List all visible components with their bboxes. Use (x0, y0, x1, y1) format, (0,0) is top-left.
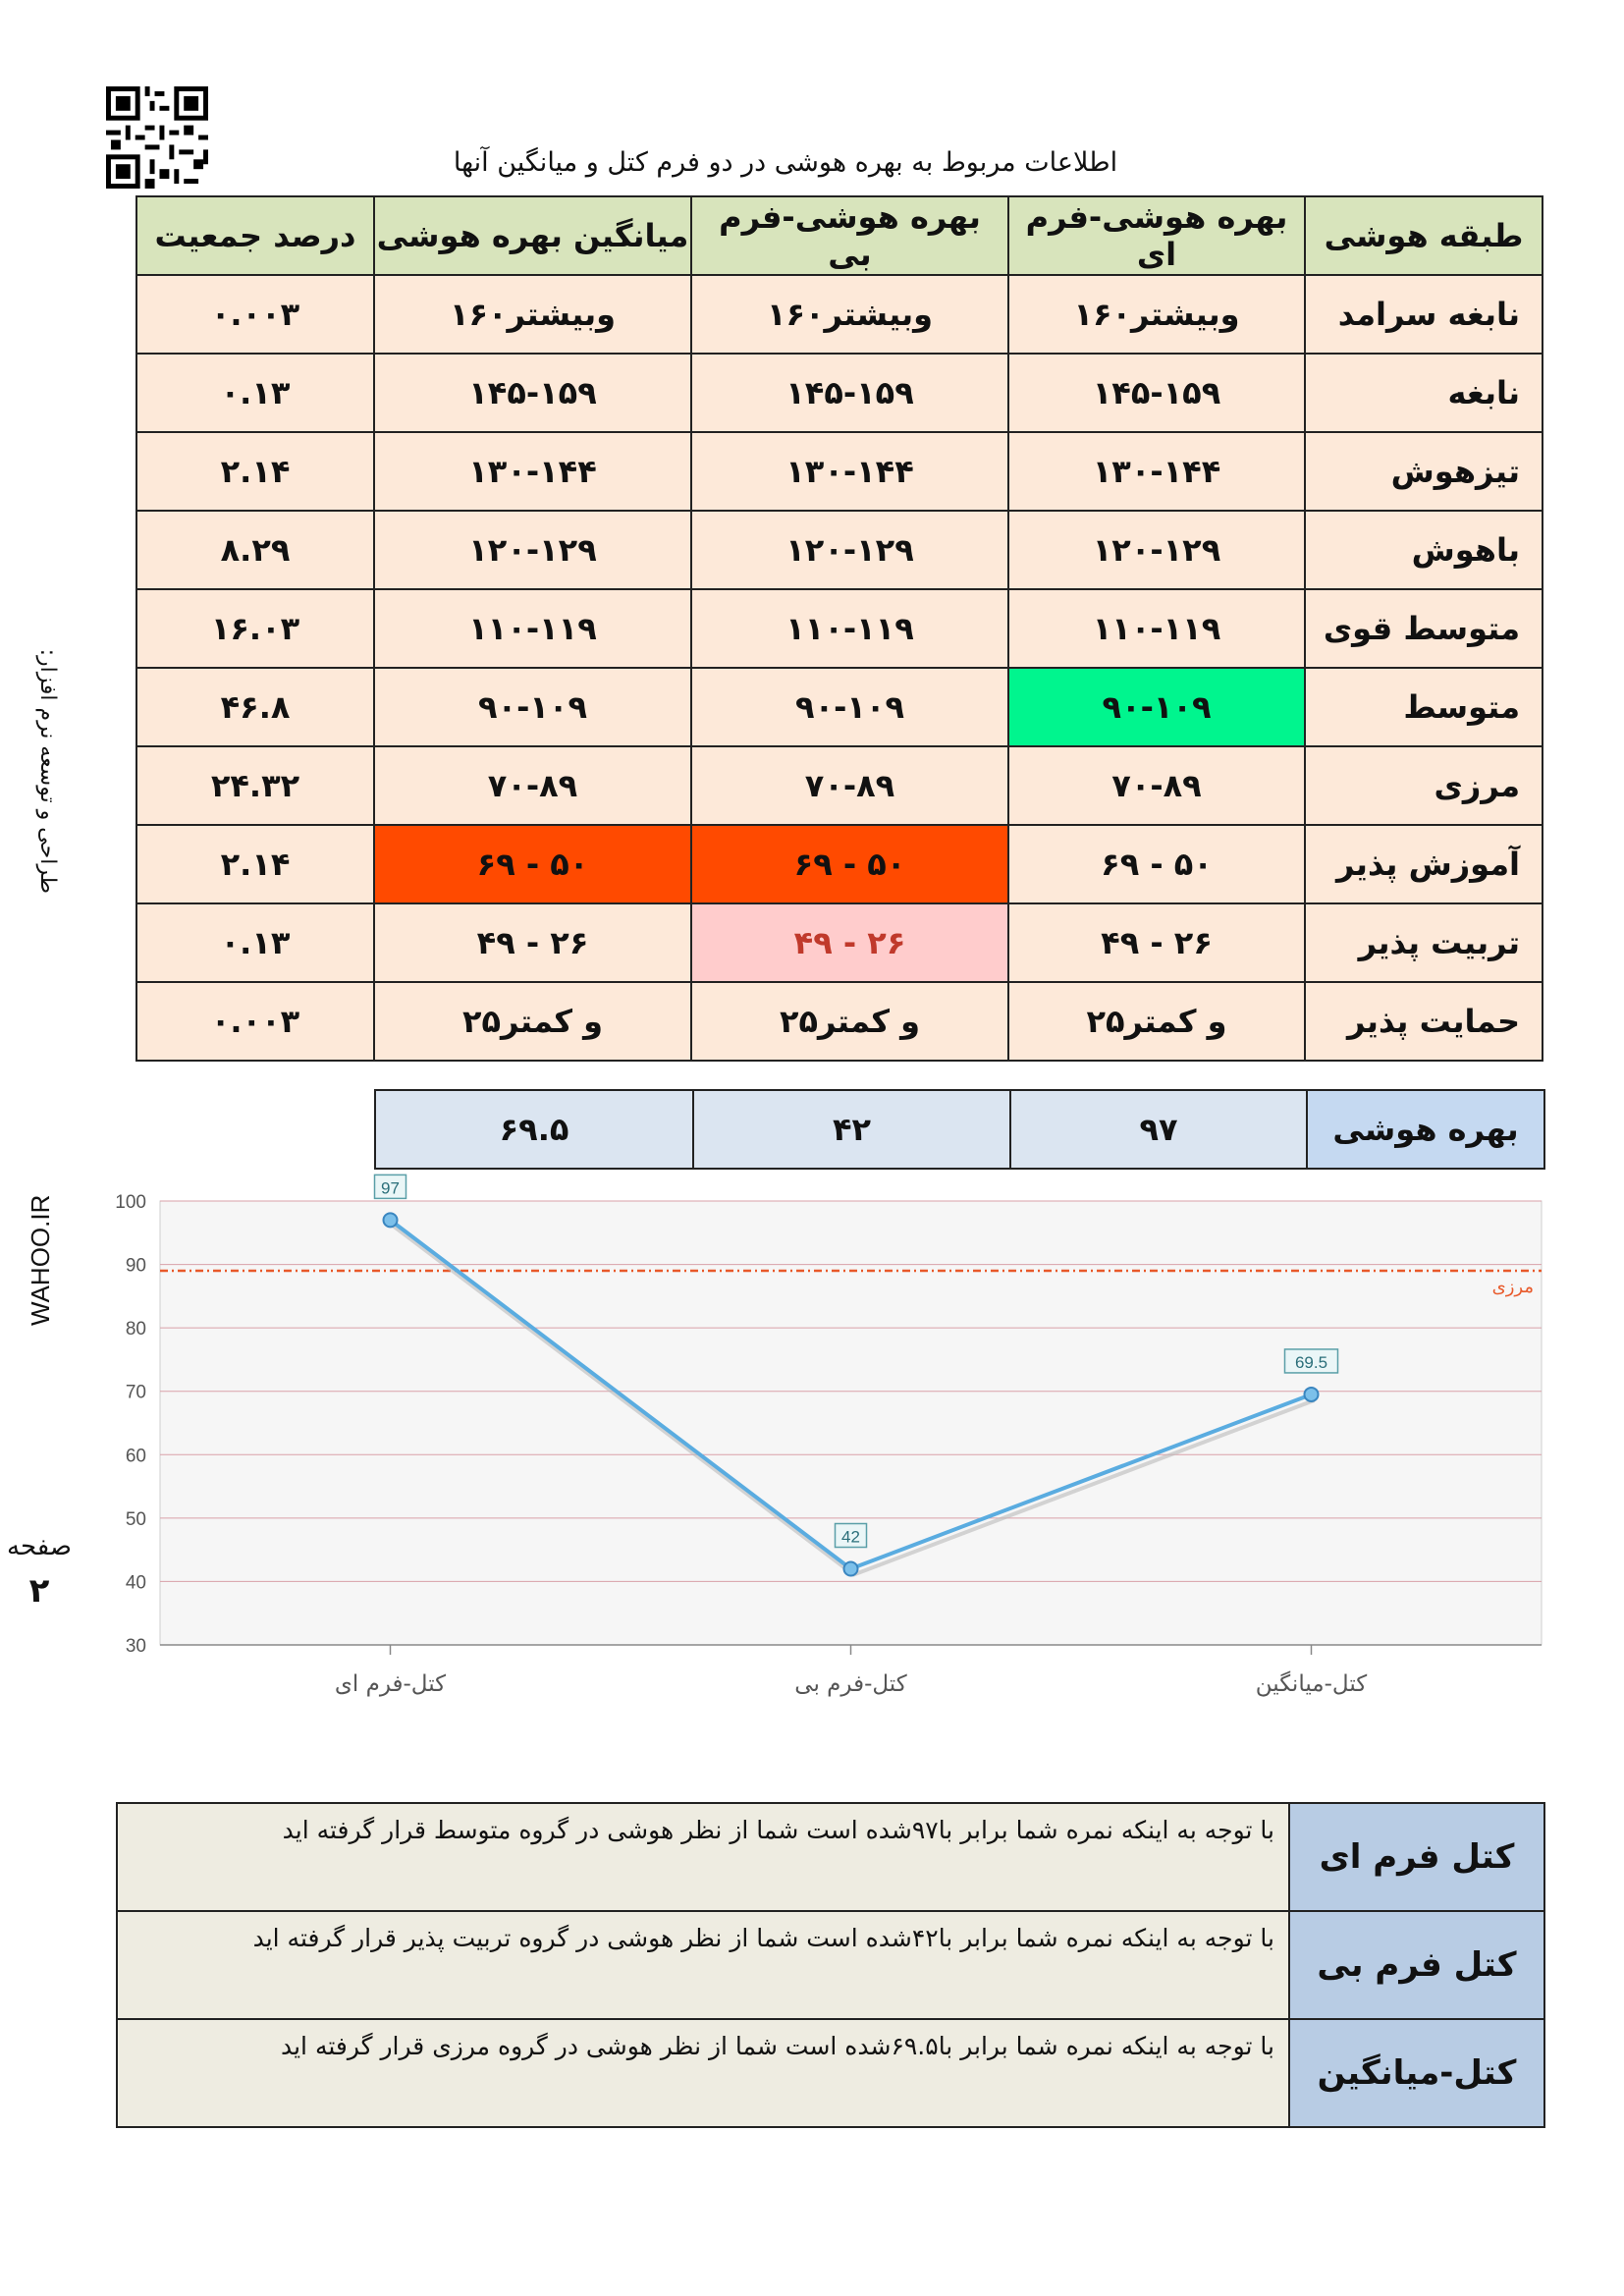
table-row (136, 589, 1543, 668)
y-tick-label: 60 (125, 1446, 146, 1467)
cell-average-highlighted: ۵۰ - ۶۹ (374, 825, 691, 903)
result-row (117, 1803, 1544, 1911)
y-tick-label: 50 (125, 1508, 146, 1530)
result-label: کتل فرم بی (1289, 1911, 1544, 2019)
cell-form-b: ۹۰-۱۰۹ (691, 668, 1008, 746)
data-point (1305, 1388, 1319, 1401)
cell-form-a: ۱۳۰-۱۴۴ (1008, 432, 1305, 511)
iq-average: ۶۹.۵ (375, 1090, 693, 1169)
result-row (117, 2019, 1544, 2127)
iq-form-a: ۹۷ (1010, 1090, 1307, 1169)
result-row (117, 1911, 1544, 2019)
table-row (136, 511, 1543, 589)
data-point (384, 1213, 398, 1227)
cell-percent: ۰.۱۳ (136, 354, 374, 432)
y-tick-label: 100 (115, 1192, 146, 1213)
iq-score-row (375, 1090, 1544, 1169)
iq-form-b: ۴۲ (693, 1090, 1010, 1169)
x-tick-label: کتل-میانگین (1255, 1671, 1368, 1697)
cell-average: ۱۳۰-۱۴۴ (374, 432, 691, 511)
side-credit (10, 648, 69, 1336)
result-text: با توجه به اینکه نمره شما برابر با۴۲شده است شما از نظر هوشی در گروه تربیت پذیر قرار گرفته اید (117, 1911, 1289, 2019)
table-row (136, 275, 1543, 354)
cell-category: باهوش (1305, 511, 1543, 589)
y-tick-label: 70 (125, 1382, 146, 1403)
cell-percent: ۴۶.۸ (136, 668, 374, 746)
data-label: 42 (841, 1527, 860, 1547)
cell-percent: ۲۴.۳۲ (136, 746, 374, 825)
table-row (136, 354, 1543, 432)
cell-average: ۱۱۰-۱۱۹ (374, 589, 691, 668)
credit-text: طراحی و توسعه نرم افزار: (35, 648, 60, 894)
header-average: میانگین بهره هوشی (374, 196, 691, 275)
cell-form-a: ۱۲۰-۱۲۹ (1008, 511, 1305, 589)
cell-form-a: ۲۶ - ۴۹ (1008, 903, 1305, 982)
cell-average: ۲۶ - ۴۹ (374, 903, 691, 982)
table-row (136, 746, 1543, 825)
cell-category: نابغه سرامد (1305, 275, 1543, 354)
table-row (136, 903, 1543, 982)
cell-form-a: ۵۰ - ۶۹ (1008, 825, 1305, 903)
y-tick-label: 40 (125, 1572, 146, 1594)
cell-form-b: ۱۳۰-۱۴۴ (691, 432, 1008, 511)
chart-plot-background (160, 1201, 1542, 1645)
cell-percent: ۲.۱۴ (136, 825, 374, 903)
cell-form-a: ۱۱۰-۱۱۹ (1008, 589, 1305, 668)
cell-average: و کمتر۲۵ (374, 982, 691, 1061)
cell-form-a: ۱۴۵-۱۵۹ (1008, 354, 1305, 432)
table-header-row (136, 196, 1543, 275)
data-label: 69.5 (1294, 1352, 1328, 1372)
cell-form-b: و کمتر۲۵ (691, 982, 1008, 1061)
cell-average: ۱۴۵-۱۵۹ (374, 354, 691, 432)
cell-percent: ۸.۲۹ (136, 511, 374, 589)
cell-percent: ۱۶.۰۳ (136, 589, 374, 668)
page-title: اطلاعات مربوط به بهره هوشی در دو فرم کتل و میانگین آنها (453, 147, 1118, 178)
cell-average: وبیشتر۱۶۰ (374, 275, 691, 354)
y-tick-label: 30 (125, 1636, 146, 1657)
x-tick-label: کتل-فرم بی (794, 1671, 907, 1697)
qr-code-icon (106, 86, 208, 189)
cell-form-a-highlighted: ۹۰-۱۰۹ (1008, 668, 1305, 746)
result-text: با توجه به اینکه نمره شما برابر با۹۷شده است شما از نظر هوشی در گروه متوسط قرار گرفته اید (117, 1803, 1289, 1911)
cell-form-b: ۱۴۵-۱۵۹ (691, 354, 1008, 432)
cell-form-a: ۷۰-۸۹ (1008, 746, 1305, 825)
y-tick-label: 90 (125, 1255, 146, 1277)
cell-average: ۷۰-۸۹ (374, 746, 691, 825)
results-table (116, 1802, 1545, 2128)
cell-percent: ۰.۰۰۳ (136, 982, 374, 1061)
table-row (136, 982, 1543, 1061)
table-row (136, 825, 1543, 903)
page-label: صفحه (7, 1532, 72, 1561)
result-label: کتل-میانگین (1289, 2019, 1544, 2127)
cell-category: تیزهوش (1305, 432, 1543, 511)
page-number: ۲ (28, 1571, 50, 1611)
result-label: کتل فرم ای (1289, 1803, 1544, 1911)
header-category: طبقه هوشی (1305, 196, 1543, 275)
cell-category: تربیت پذیر (1305, 903, 1543, 982)
cell-form-b-highlighted: ۵۰ - ۶۹ (691, 825, 1008, 903)
header-form-b: بهره هوشی-فرم بی (691, 196, 1008, 275)
cell-form-b: ۱۱۰-۱۱۹ (691, 589, 1008, 668)
cell-category: متوسط (1305, 668, 1543, 746)
cell-percent: ۲.۱۴ (136, 432, 374, 511)
cell-percent: ۰.۰۰۳ (136, 275, 374, 354)
iq-line-chart (88, 1178, 1561, 1728)
cell-category: مرزی (1305, 746, 1543, 825)
cell-category: متوسط قوی (1305, 589, 1543, 668)
table-row (136, 432, 1543, 511)
data-point (844, 1562, 858, 1576)
y-tick-label: 80 (125, 1319, 146, 1340)
cell-category: نابغه (1305, 354, 1543, 432)
cell-form-b: ۱۲۰-۱۲۹ (691, 511, 1008, 589)
cell-percent: ۰.۱۳ (136, 903, 374, 982)
cell-form-b: ۷۰-۸۹ (691, 746, 1008, 825)
x-tick-label: کتل-فرم ای (334, 1671, 447, 1697)
cell-average: ۹۰-۱۰۹ (374, 668, 691, 746)
data-label: 97 (381, 1178, 400, 1198)
cell-form-a: و کمتر۲۵ (1008, 982, 1305, 1061)
cell-average: ۱۲۰-۱۲۹ (374, 511, 691, 589)
result-text: با توجه به اینکه نمره شما برابر با۶۹.۵شده است شما از نظر هوشی در گروه مرزی قرار گرفته اید (117, 2019, 1289, 2127)
iq-score-table (374, 1089, 1545, 1170)
cell-form-a: وبیشتر۱۶۰ (1008, 275, 1305, 354)
iq-classification-table (135, 195, 1543, 1062)
cell-category: آموزش پذیر (1305, 825, 1543, 903)
header-population-percent: درصد جمعیت (136, 196, 374, 275)
reference-line-label: مرزی (1491, 1277, 1534, 1298)
cell-form-b-highlighted: ۲۶ - ۴۹ (691, 903, 1008, 982)
brand-text: WAHOO.IR (26, 1194, 55, 1326)
iq-label: بهره هوشی (1307, 1090, 1544, 1169)
header-form-a: بهره هوشی-فرم ای (1008, 196, 1305, 275)
table-row (136, 668, 1543, 746)
cell-category: حمایت پذیر (1305, 982, 1543, 1061)
cell-form-b: وبیشتر۱۶۰ (691, 275, 1008, 354)
